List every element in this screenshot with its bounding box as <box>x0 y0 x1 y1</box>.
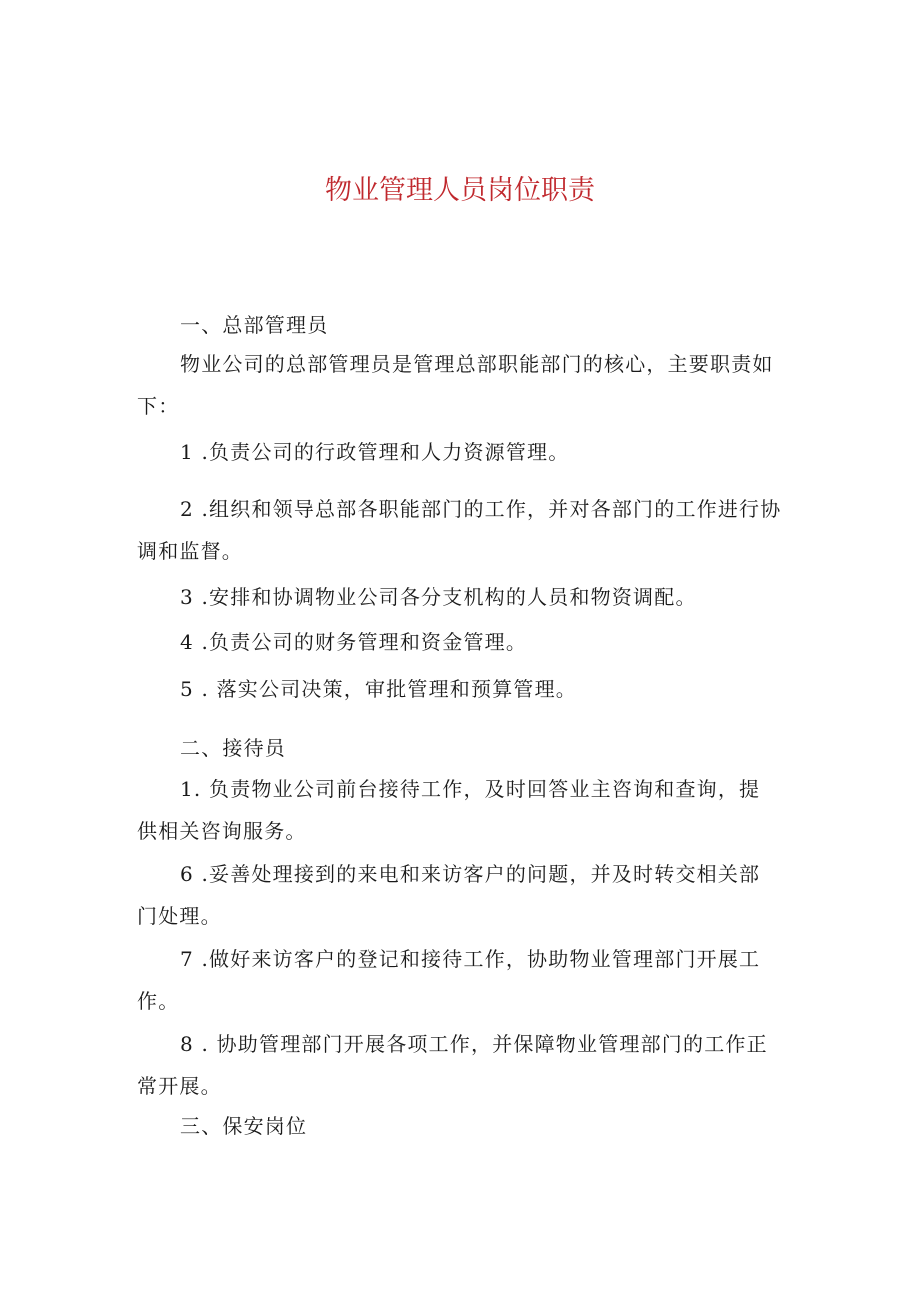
list-item: 8 . 协助管理部门开展各项工作，并保障物业管理部门的工作正 <box>180 1032 768 1056</box>
list-item: 1 .负责公司的行政管理和人力资源管理。 <box>180 440 570 464</box>
paragraph-line: 物业公司的总部管理员是管理总部职能部门的核心，主要职责如 <box>180 352 774 376</box>
list-item: 6 .妥善处理接到的来电和来访客户的问题，并及时转交相关部 <box>180 862 761 886</box>
section-heading-headquarters: 一、总部管理员 <box>180 313 329 337</box>
list-item-continuation: 调和监督。 <box>137 539 243 563</box>
list-item-continuation: 供相关咨询服务。 <box>137 819 307 843</box>
section-heading-receptionist: 二、接待员 <box>180 736 286 760</box>
list-item-continuation: 门处理。 <box>137 904 222 928</box>
list-item-continuation: 作。 <box>137 989 180 1013</box>
list-item: 5 . 落实公司决策，审批管理和预算管理。 <box>180 677 577 701</box>
section-heading-security: 三、保安岗位 <box>180 1114 308 1138</box>
list-item: 4 .负责公司的财务管理和资金管理。 <box>180 630 528 654</box>
paragraph-line: 下： <box>137 394 180 418</box>
list-item: 7 .做好来访客户的登记和接待工作，协助物业管理部门开展工 <box>180 947 761 971</box>
document-title: 物业管理人员岗位职责 <box>325 175 595 206</box>
list-item: 3 .安排和协调物业公司各分支机构的人员和物资调配。 <box>180 585 697 609</box>
list-item-continuation: 常开展。 <box>137 1074 222 1098</box>
list-item: 2 .组织和领导总部各职能部门的工作，并对各部门的工作进行协 <box>180 497 782 521</box>
list-item: 1. 负责物业公司前台接待工作，及时回答业主咨询和查询，提 <box>180 777 761 801</box>
